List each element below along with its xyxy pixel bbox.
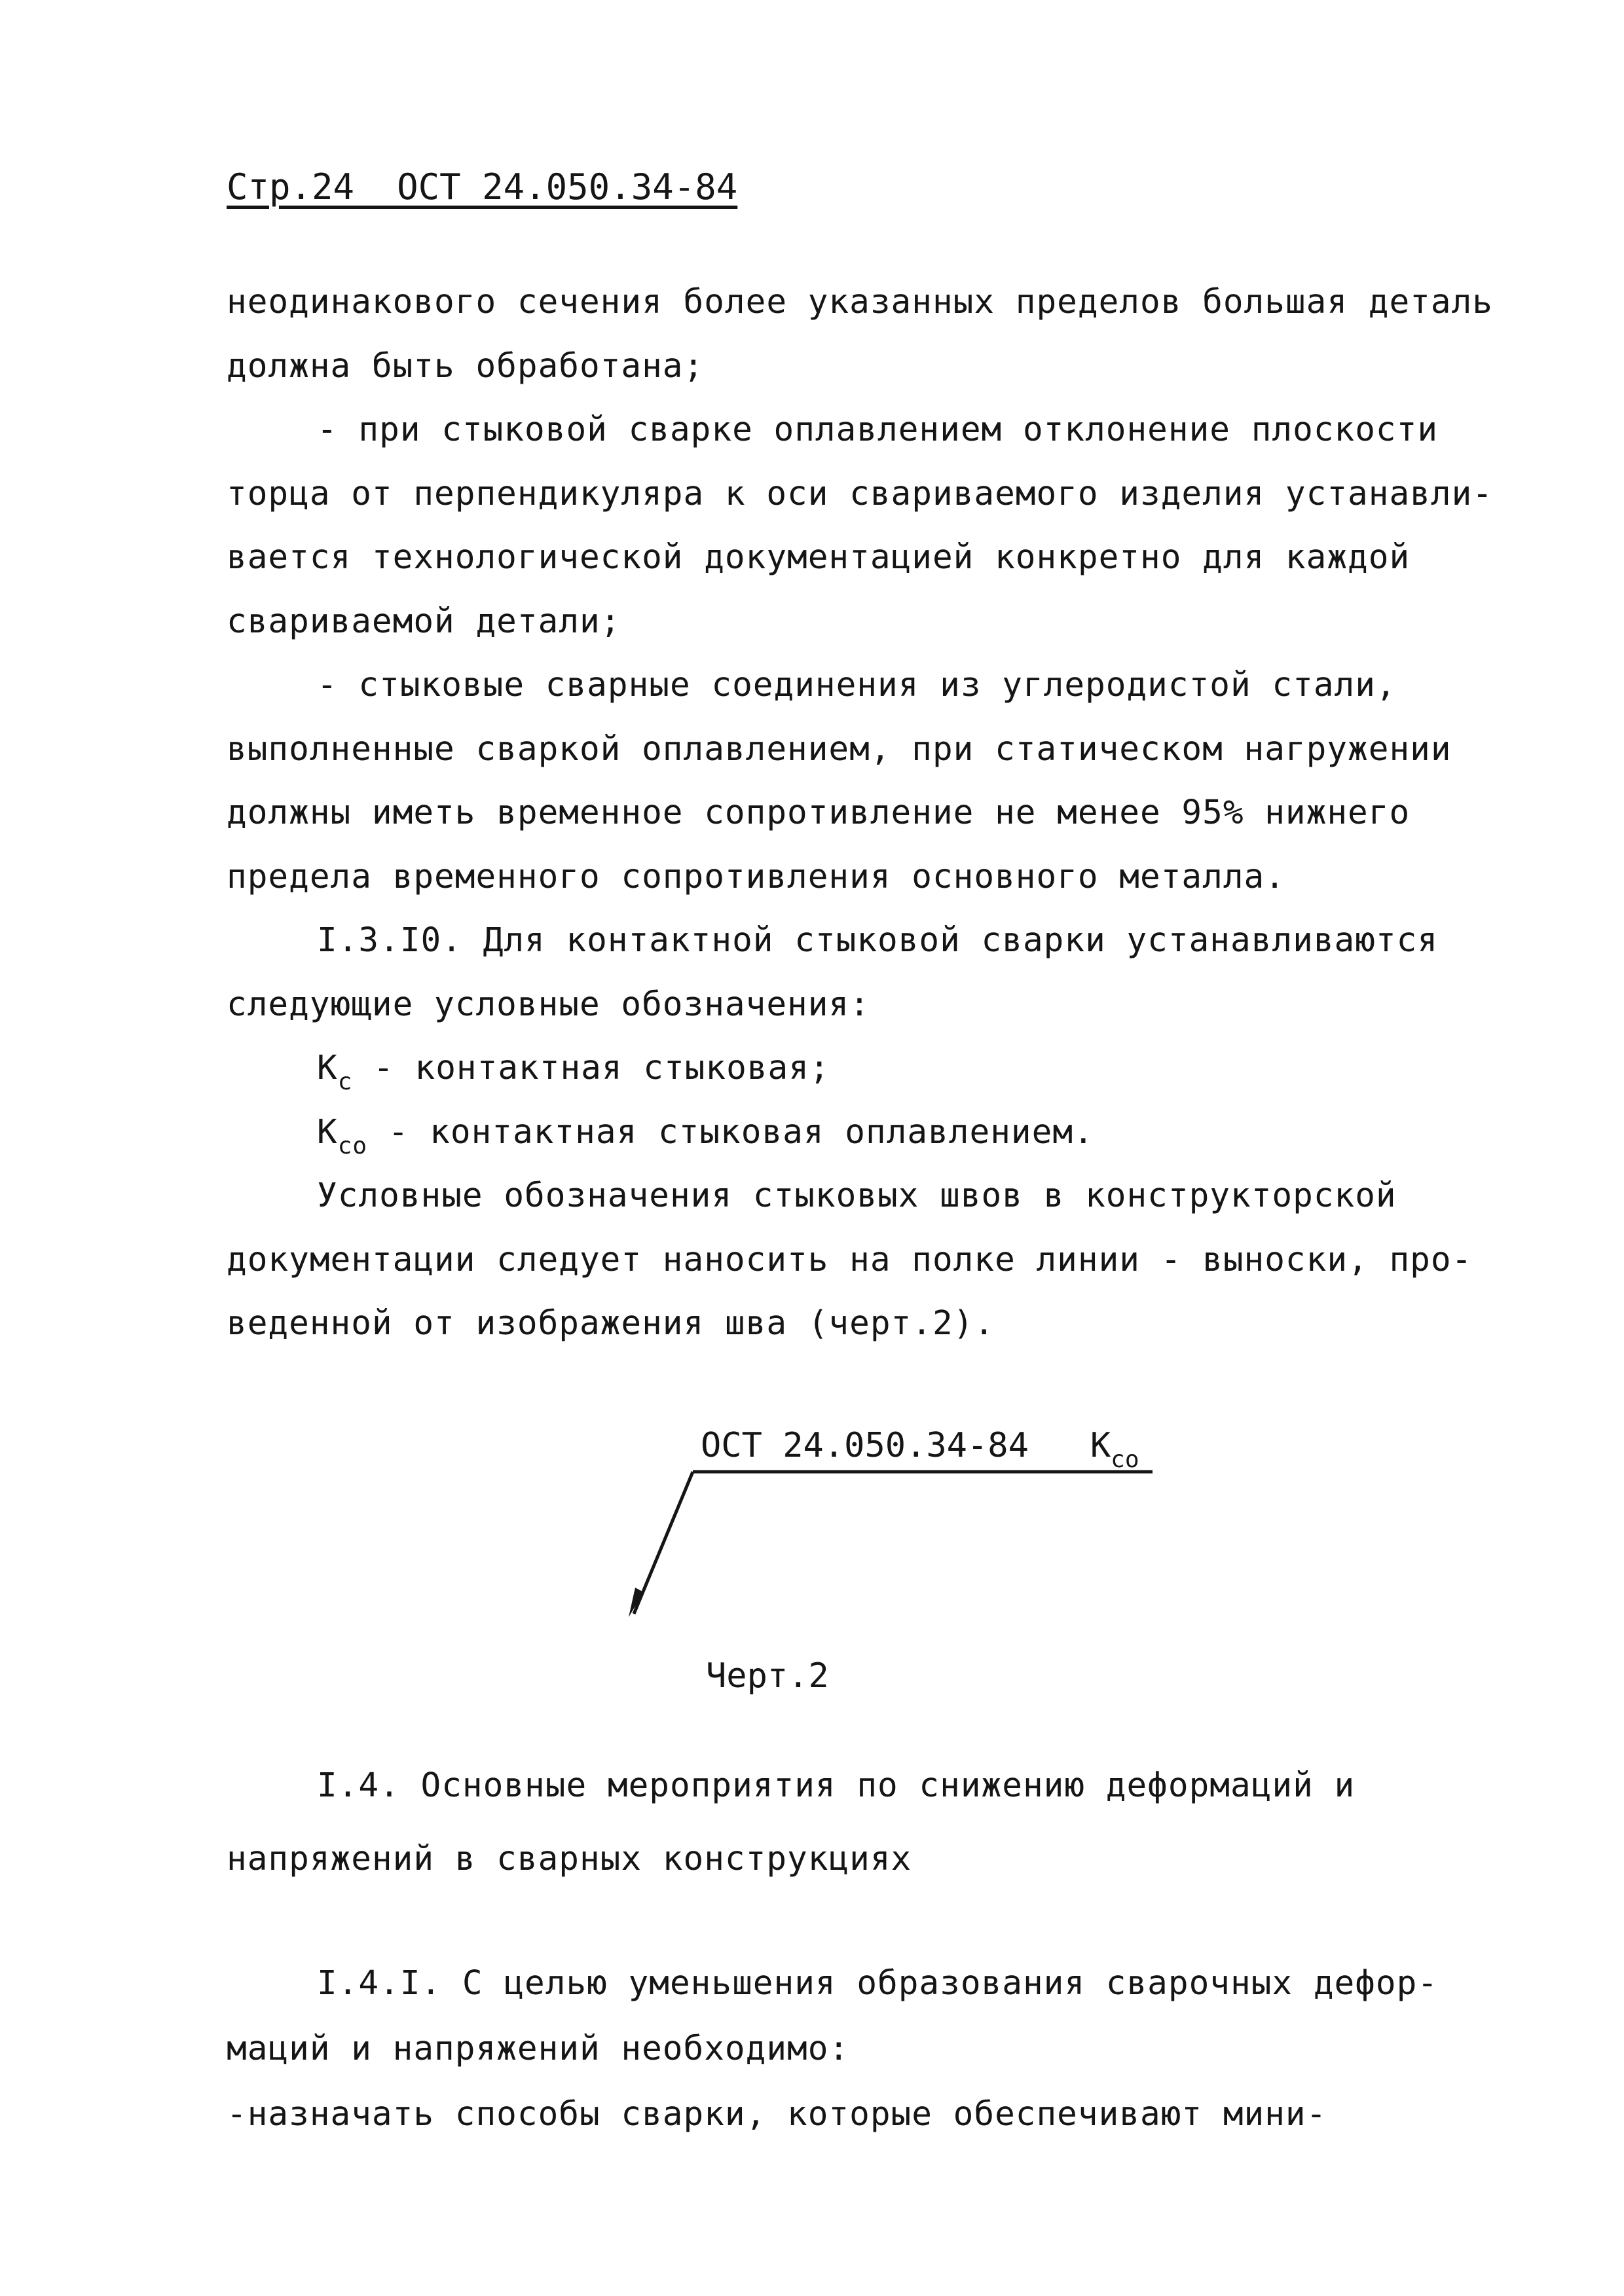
definition-text: - контактная стыковая оплавлением. <box>367 1113 1094 1152</box>
text-line: должны иметь временное сопротивление не менее 95% нижнего <box>227 793 1411 832</box>
text-line: документации следует наносить на полке линии - выноски, про- <box>227 1241 1473 1279</box>
text-line: - стыковые сварные соединения из углеродистой стали, <box>317 666 1397 704</box>
symbol-k: К <box>317 1113 338 1152</box>
text-line: I.3.I0. Для контактной стыковой сварки устанавливаются <box>317 921 1439 960</box>
text-line: выполненные сваркой оплавлением, при статическом нагружении <box>227 730 1452 769</box>
page-header: Стр.24 ОСТ 24.050.34-84 <box>227 166 738 208</box>
text-line: - при стыковой сварке оплавлением отклонение плоскости <box>317 410 1439 449</box>
leader-arrow <box>629 1588 644 1617</box>
text-line: следующие условные обозначения: <box>227 985 870 1024</box>
text-line: маций и напряжений необходимо: <box>227 2030 850 2068</box>
text-line: свариваемой детали; <box>227 602 621 641</box>
symbol-subscript: со <box>1111 1446 1139 1473</box>
text-line: Условные обозначения стыковых швов в конструкторской <box>317 1176 1397 1215</box>
leader-diagonal <box>634 1472 693 1614</box>
definition-kc <box>317 1049 830 1095</box>
symbol-subscript: со <box>337 1133 368 1159</box>
text-line: веденной от изображения шва (черт.2). <box>227 1304 995 1343</box>
figure-caption: Черт.2 <box>706 1656 829 1696</box>
text-line: должна быть обработана; <box>227 347 705 386</box>
text-line: неодинакового сечения более указанных пределов большая деталь <box>227 283 1493 321</box>
figure-weld-label <box>701 1426 1139 1473</box>
text-line: вается технологической документацией конкретно для каждой <box>227 538 1411 577</box>
text-line: торца от перпендикуляра к оси свариваемого изделия устанавли- <box>227 475 1493 513</box>
text-line: -назначать способы сварки, которые обеспечивают мини- <box>227 2095 1327 2134</box>
symbol-k: К <box>317 1049 338 1087</box>
symbol-subscript: с <box>337 1068 353 1095</box>
figure-standard: ОСТ 24.050.34-84 <box>701 1426 1029 1465</box>
section-heading: напряжений в сварных конструкциях <box>227 1840 912 1878</box>
text-line: I.4.I. С целью уменьшения образования сварочных дефор- <box>317 1964 1439 2003</box>
symbol-k: К <box>1090 1426 1111 1465</box>
section-heading: I.4. Основные мероприятия по снижению деформаций и <box>317 1766 1356 1805</box>
definition-text: - контактная стыковая; <box>352 1049 830 1087</box>
definition-kco <box>317 1113 1094 1159</box>
text-line: предела временного сопротивления основного металла. <box>227 858 1285 896</box>
